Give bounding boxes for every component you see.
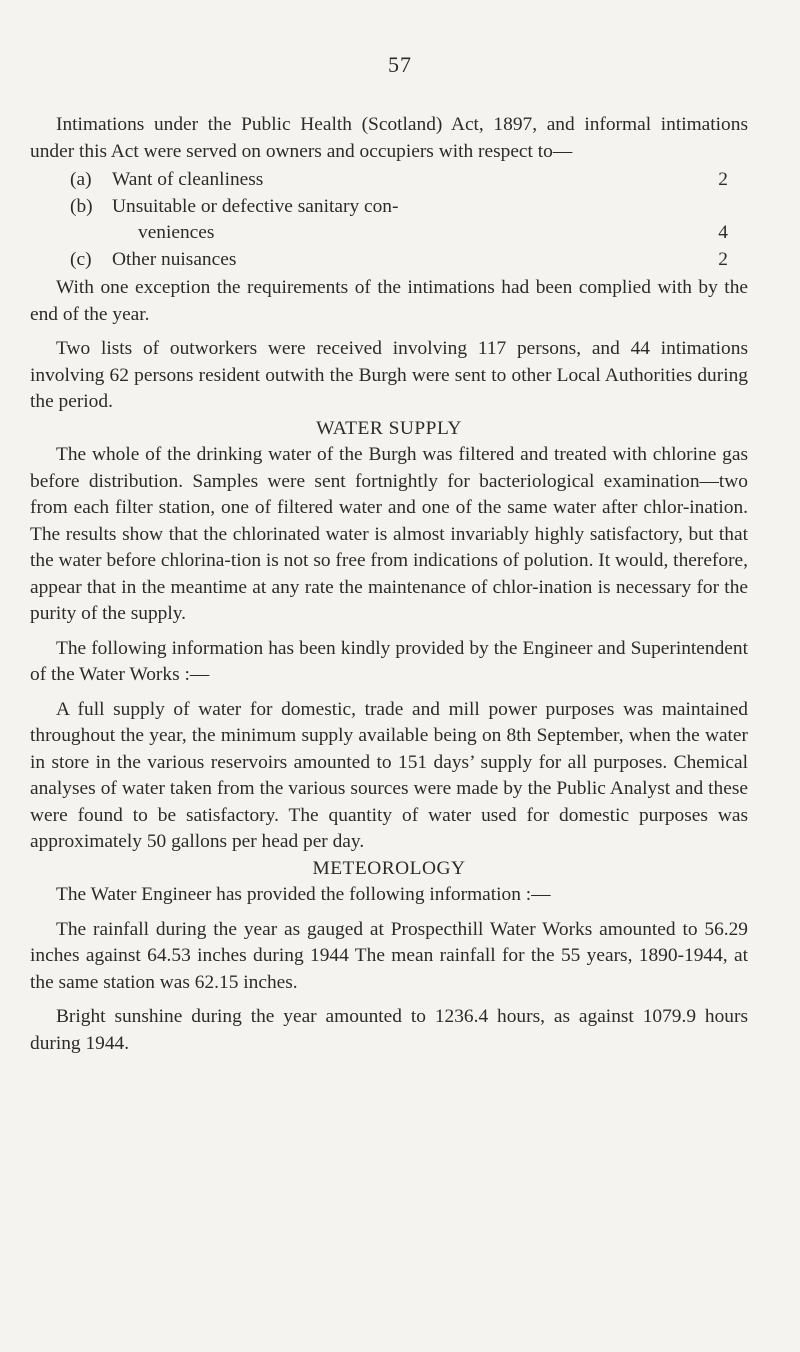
page-number: 57 bbox=[388, 52, 412, 77]
list-item-label: (a) bbox=[70, 169, 92, 190]
water-supply-paragraph-3: A full supply of water for domestic, trade and mill power purposes was maintained throughout the year, the minimum supply available being on 8th September, when the water in store in the various reservoirs amounted to 151 days’ supply for all purposes. Chemical analyses of water taken from the various sources were made by the Public Analyst and these were found to be satisfactory. The quantity of water used for domestic purposes was approximately 50 gallons per head per day. bbox=[30, 698, 748, 852]
list-item-label: (c) bbox=[70, 248, 92, 270]
list-item-text: Other nuisances bbox=[112, 248, 237, 270]
meteorology-heading: METEOROLOGY bbox=[312, 857, 466, 879]
outworkers-paragraph: Two lists of outworkers were received involving 117 persons, and 44 intimations involving 62 persons resident outwith the Burgh were sent to other Local Authorities during the period. bbox=[30, 338, 748, 412]
meteorology-paragraph-3: Bright sunshine during the year amounted to 1236.4 hours, as against 1079.9 hours during 1944. bbox=[30, 1006, 748, 1054]
meteorology-paragraph-1: The Water Engineer has provided the following information :— bbox=[56, 884, 551, 905]
intimations-list bbox=[30, 167, 748, 273]
meteorology-paragraph-2: The rainfall during the year as gauged at Prospecthill Water Works amounted to 56.29 inches against 64.53 inches during 1944 The mean rainfall for the 55 years, 1890-1944, at the same station was 62.15 inches. bbox=[30, 918, 748, 993]
list-item-text: Unsuitable or defective sanitary con- bbox=[112, 195, 399, 217]
list-item-label: (b) bbox=[70, 195, 93, 217]
water-supply-heading: WATER SUPPLY bbox=[316, 417, 462, 439]
water-supply-paragraph-1: The whole of the drinking water of the Burgh was filtered and treated with chlorine gas before distribution. Samples were sent fortnightly for bacteriological examination—two from each filter station, one of filtered water and one of the same water after chlor-ination. The results show that the chlorinated water is almost invariably highly satisfactory, but that the water before chlorina-tion is not so free from indications of polution. It would, therefore, appear that in the meantime at any rate the maintenance of chlor-ination is necessary for the purity of the supply. bbox=[30, 444, 748, 624]
list-item bbox=[30, 167, 748, 194]
list-item-count: 2 bbox=[718, 169, 728, 190]
list-item bbox=[30, 247, 748, 274]
compliance-paragraph: With one exception the requirements of the intimations had been complied with by the end of the year. bbox=[30, 277, 748, 325]
list-item bbox=[30, 194, 748, 247]
page-body bbox=[30, 112, 748, 1057]
water-supply-paragraph-2: The following information has been kindly provided by the Engineer and Superintendent of the Water Works :— bbox=[30, 637, 748, 685]
intimations-intro: Intimations under the Public Health (Scotland) Act, 1897, and informal intimations under this Act were served on owners and occupiers with respect to— bbox=[30, 114, 748, 162]
list-item-text-continued: veniences bbox=[138, 222, 215, 243]
list-item-count: 2 bbox=[718, 248, 728, 270]
list-item-count: 4 bbox=[718, 222, 728, 243]
list-item-text: Want of cleanliness bbox=[112, 169, 264, 190]
